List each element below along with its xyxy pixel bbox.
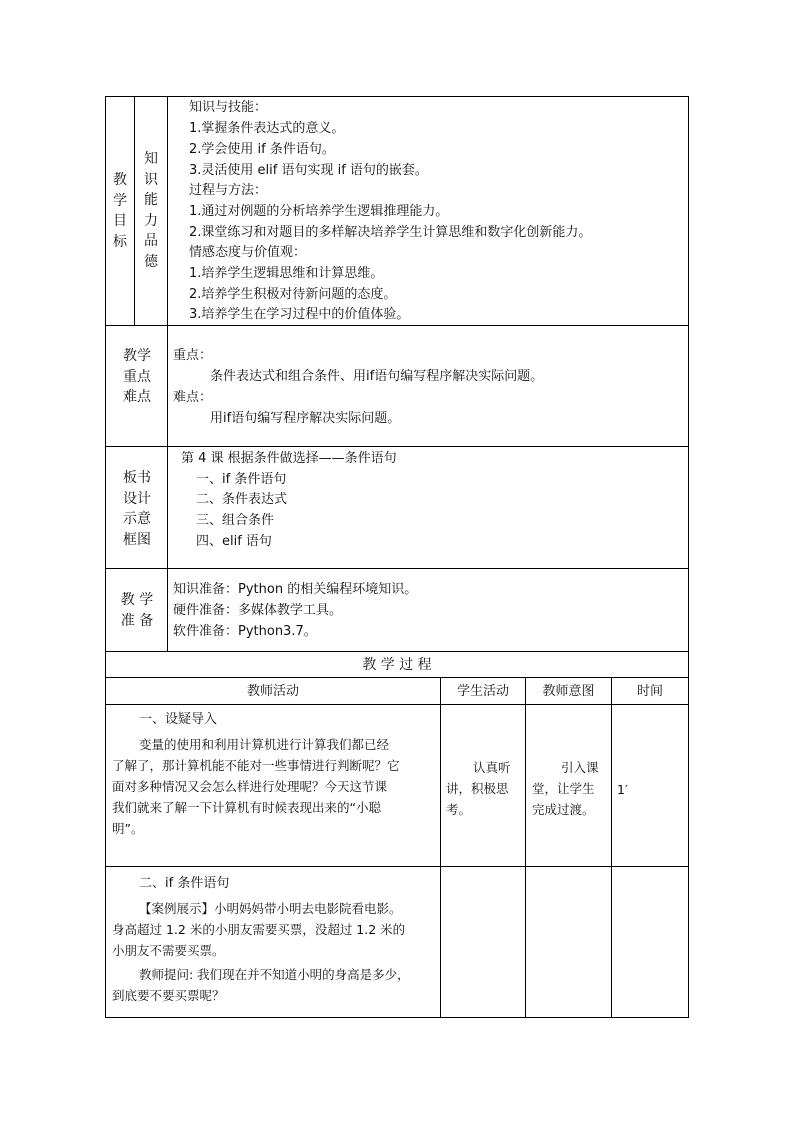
goals-line: 3.培养学生在学习过程中的价值体验。 bbox=[189, 307, 410, 322]
header-time: 时间 bbox=[636, 684, 663, 699]
difficult-point-title: 难点： bbox=[173, 390, 213, 405]
board-item: 二、条件表达式 bbox=[196, 492, 288, 507]
teacher-line: 教师提问: 我们现在并不知道小明的身高是多少， bbox=[139, 967, 410, 982]
header-teacher-intent: 教师意图 bbox=[542, 684, 595, 699]
teacher-heading: 二、if 条件语句 bbox=[139, 876, 230, 891]
teacher-line: 到底要不要买票呢？ bbox=[112, 988, 225, 1003]
intent-line: 引入课 bbox=[561, 760, 599, 775]
board-title: 第 4 课 根据条件做选择——条件语句 bbox=[181, 451, 397, 466]
student-line: 认真听 bbox=[473, 760, 511, 775]
board-item: 一、if 条件语句 bbox=[196, 472, 287, 487]
prep-line: 软件准备：Python3.7。 bbox=[173, 624, 317, 639]
goals-line: 2.学会使用 if 条件语句。 bbox=[189, 142, 335, 157]
key-point-text: 条件表达式和组合条件、用if语句编写程序解决实际问题。 bbox=[210, 369, 544, 384]
teacher-line: 变量的使用和利用计算机进行计算我们都已经 bbox=[139, 737, 390, 752]
board-item: 三、组合条件 bbox=[196, 513, 275, 528]
prep-line: 硬件准备：多媒体教学工具。 bbox=[173, 603, 343, 618]
board-item: 四、elif 语句 bbox=[196, 534, 272, 549]
key-point-title: 重点： bbox=[173, 348, 213, 363]
header-teacher-activity: 教师活动 bbox=[246, 684, 299, 699]
teacher-line: 面对多种情况又会怎么样进行处理呢？今天这节课 bbox=[112, 779, 388, 794]
goals-line: 2.培养学生积极对待新问题的态度。 bbox=[189, 287, 397, 302]
goals-line: 情感态度与价值观： bbox=[189, 245, 307, 260]
board-label: 板书 设计 示意 框图 bbox=[123, 470, 151, 548]
teacher-line: 小朋友不需要买票。 bbox=[112, 943, 225, 958]
prep-label: 教 学 准 备 bbox=[120, 592, 154, 629]
goals-line: 1.通过对例题的分析培养学生逻辑推理能力。 bbox=[189, 204, 449, 219]
intent-line: 完成过渡。 bbox=[532, 802, 595, 817]
header-student-activity: 学生活动 bbox=[456, 684, 509, 699]
student-line: 讲，积极思 bbox=[446, 781, 509, 796]
time-value: 1′ bbox=[617, 782, 628, 797]
goals-line: 1.培养学生逻辑思维和计算思维。 bbox=[189, 266, 384, 281]
teacher-line: 明”。 bbox=[112, 821, 144, 836]
student-line: 考。 bbox=[446, 802, 472, 817]
goals-outer-label: 教 学 目 标 bbox=[113, 172, 127, 250]
teacher-line: 【案例展示】小明妈妈带小明去电影院看电影。 bbox=[139, 901, 402, 916]
teacher-line: 了解了，那计算机能不能对一些事情进行判断呢？它 bbox=[112, 758, 400, 773]
intent-line: 堂，让学生 bbox=[532, 781, 595, 796]
teacher-line: 身高超过 1.2 米的小朋友需要买票，没超过 1.2 米的 bbox=[112, 922, 406, 937]
goals-line: 知识与技能： bbox=[189, 100, 268, 115]
goals-line: 3.灵活使用 elif 语句实现 if 语句的嵌套。 bbox=[189, 163, 428, 178]
goals-line: 2.课堂练习和对题目的多样解决培养学生计算思维和数字化创新能力。 bbox=[189, 225, 592, 240]
goals-line: 过程与方法： bbox=[189, 183, 268, 198]
process-title: 教 学 过 程 bbox=[362, 657, 432, 673]
goals-inner-label: 知 识 能 力 品 德 bbox=[144, 151, 158, 270]
focus-label: 教学 重点 难点 bbox=[123, 348, 151, 405]
teacher-line: 我们就来了解一下计算机有时候表现出来的“小聪 bbox=[112, 800, 381, 815]
teacher-heading: 一、设疑导入 bbox=[139, 712, 218, 727]
prep-line: 知识准备：Python 的相关编程环境知识。 bbox=[173, 582, 418, 597]
goals-line: 1.掌握条件表达式的意义。 bbox=[189, 121, 345, 136]
difficult-point-text: 用if语句编写程序解决实际问题。 bbox=[210, 411, 401, 426]
